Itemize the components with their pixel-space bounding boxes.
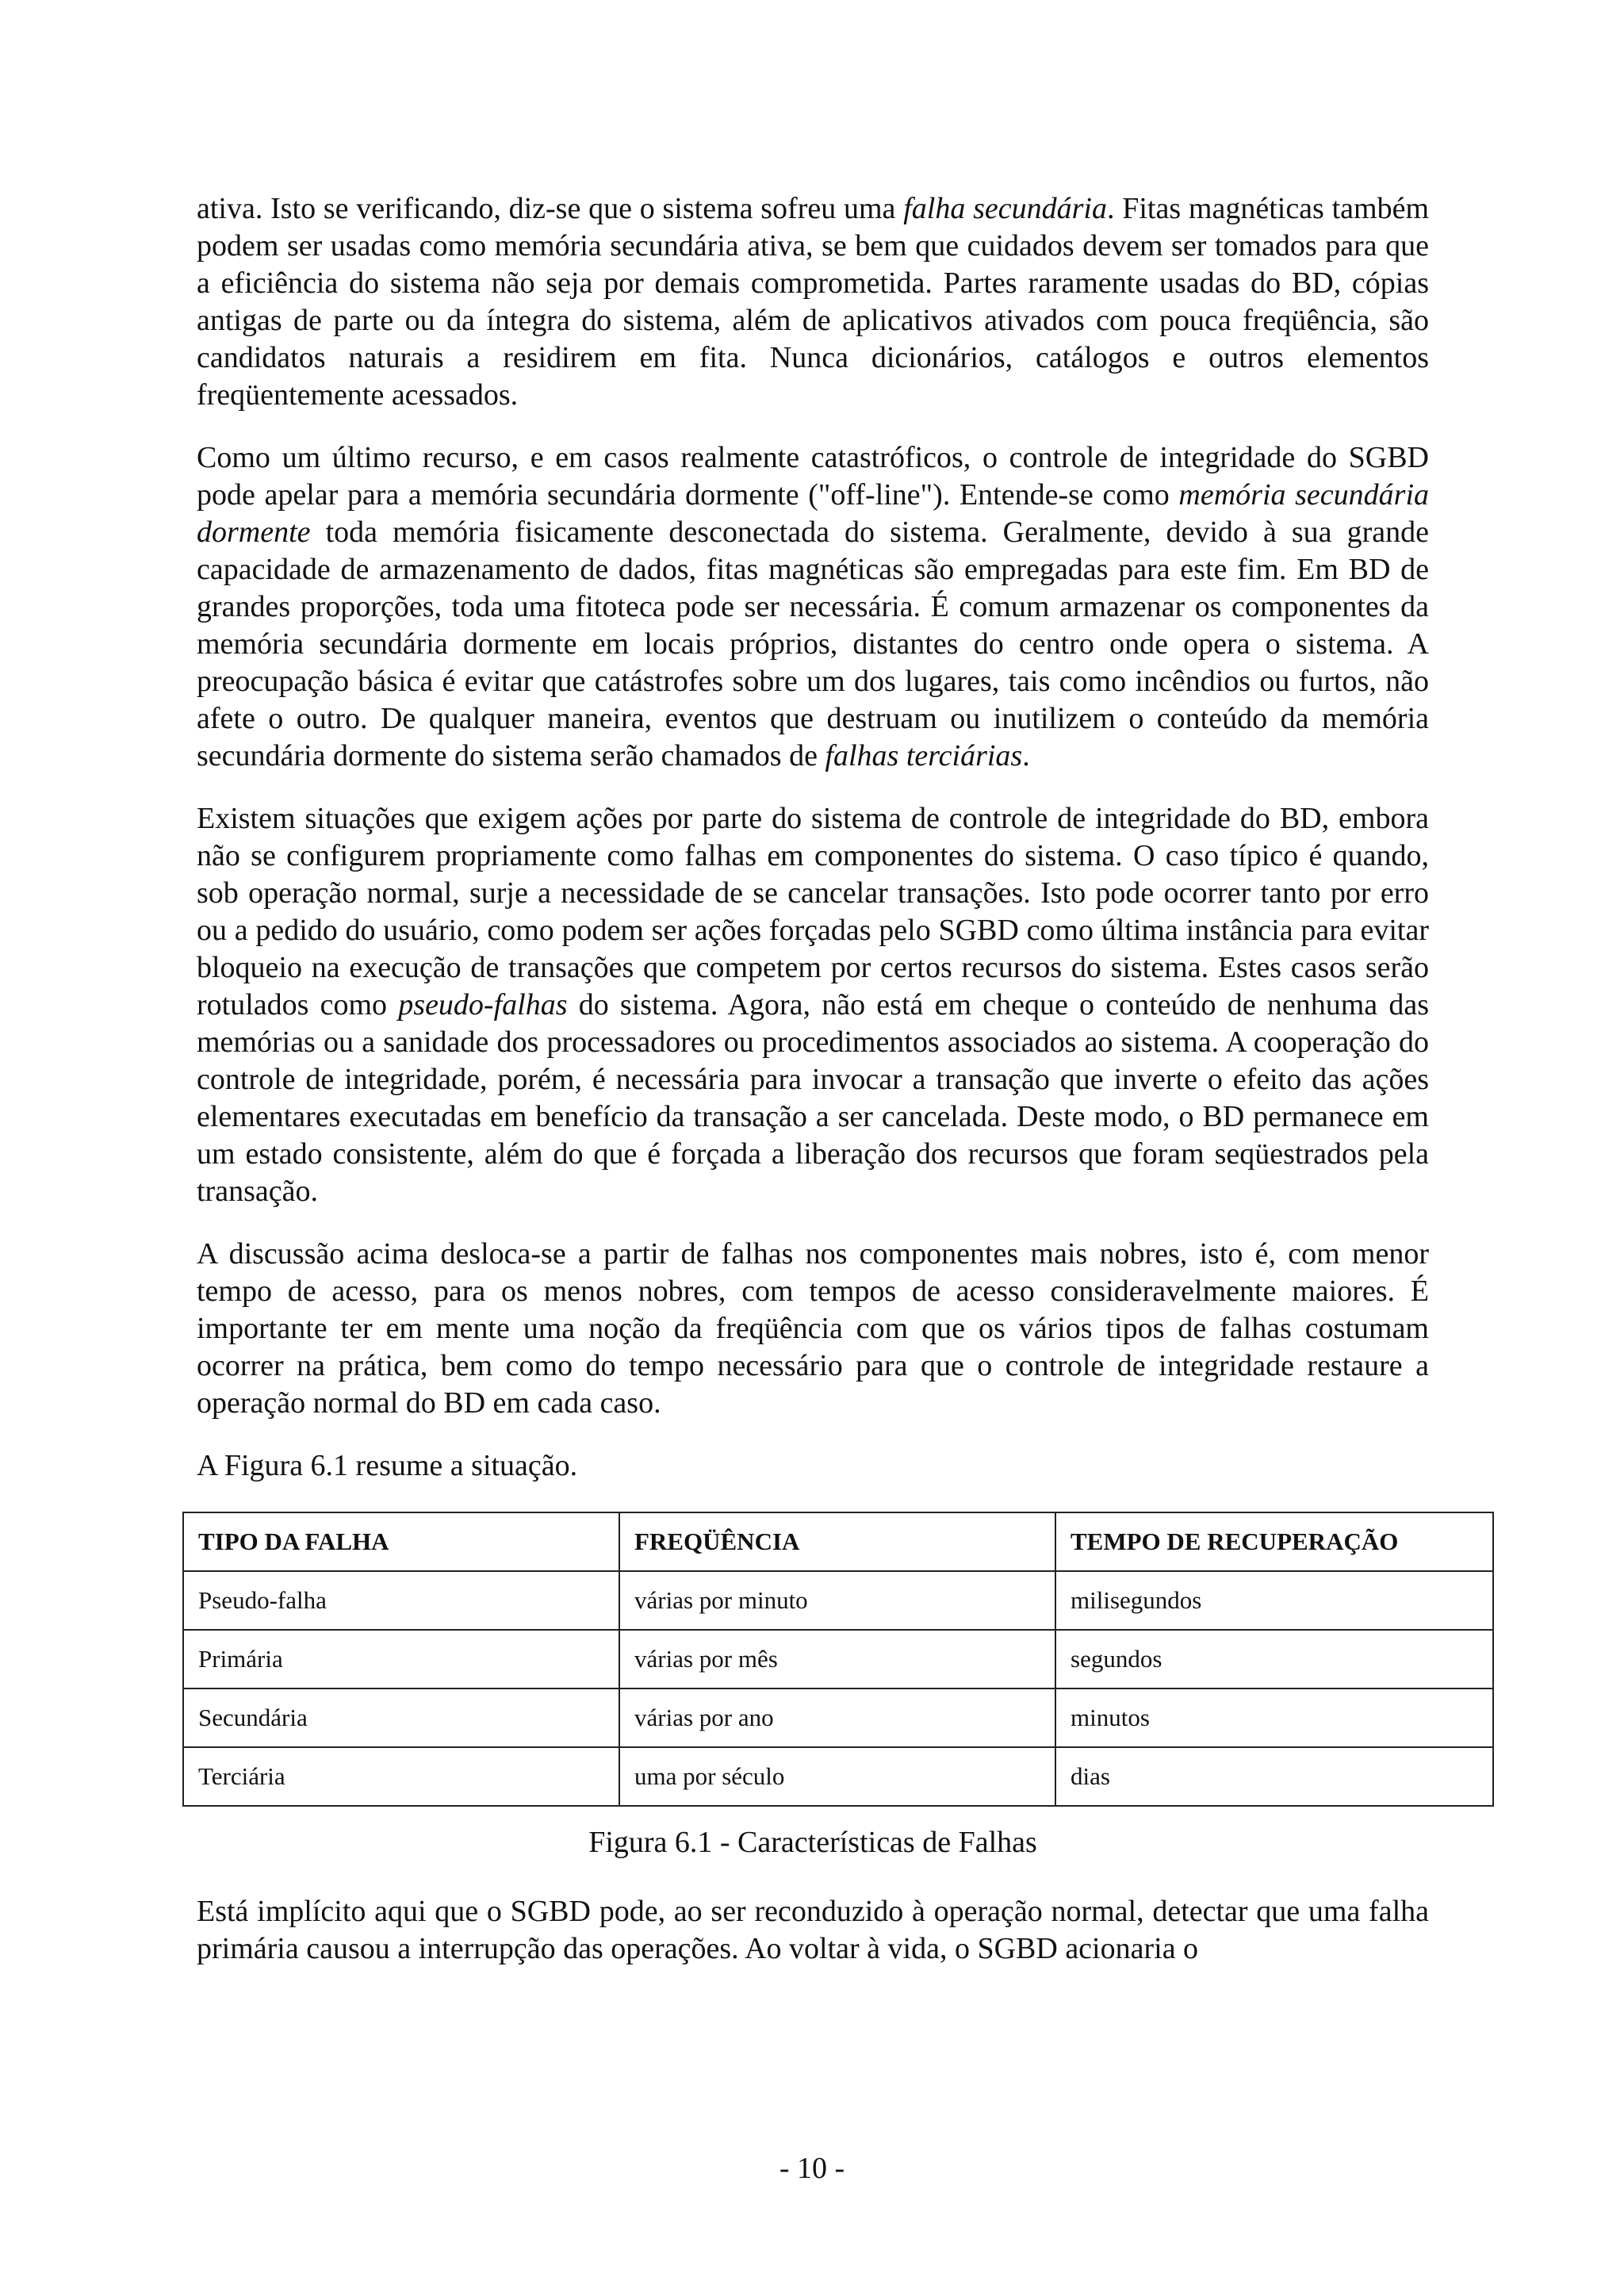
cell-fault-type: Primária [183,1630,619,1688]
paragraph [197,190,1429,414]
cell-recovery-time: milisegundos [1055,1571,1493,1630]
page-body [197,190,1429,1993]
body-text [197,190,1429,1422]
cell-frequency: várias por ano [619,1688,1055,1747]
cell-recovery-time: minutos [1055,1688,1493,1747]
table-row [183,1630,1493,1688]
paragraph [197,800,1429,1210]
header-fault-type: TIPO DA FALHA [183,1512,619,1571]
figure-caption: Figura 6.1 - Características de Falhas [588,1826,1037,1859]
text-run: A discussão acima desloca-se a partir de falhas nos componentes mais nobres, isto é, com menor tempo de acesso, para os menos nobres, com tempos de acesso consideravelmente maiores. É importante ter em mente uma noção da freqüência com que os vários tipos de falhas costumam ocorrer na prática, bem como do tempo necessário para que o controle de integridade restaure a operação normal do BD em cada caso. [197,1237,1429,1420]
text-run: Como um último recurso, e em casos realmente catastróficos, o controle de integridade do SGBD pode apelar para a memória secundária dormente ("off-line"). Entende-se como [197,441,1429,512]
cell-fault-type: Secundária [183,1688,619,1747]
text-run: ativa. Isto se verificando, diz-se que o sistema sofreu uma [197,192,904,225]
text-run: toda memória fisicamente desconectada do sistema. Geralmente, devido à sua grande capacidade de armazenamento de dados, fitas magnéticas são empregadas para este fim. Em BD de grandes proporções, toda uma fitoteca pode ser necessária. É comum armazenar os componentes da memória secundária dormente em locais próprios, distantes do centro onde opera o sistema. A preocupação básica é evitar que catástrofes sobre um dos lugares, tais como incêndios ou furtos, não afete o outro. De qualquer maneira, eventos que destruam ou inutilizem o conteúdo da memória secundária dormente do sistema serão chamados de [197,516,1429,772]
table-row [183,1688,1493,1747]
text-run: . Fitas magnéticas também podem ser usadas como memória secundária ativa, se bem que cuidados devem ser tomados para que a eficiência do sistema não seja por demais comprometida. Partes raramente usadas do BD, cópias antigas de parte ou da íntegra do sistema, além de aplicativos ativados com pouca freqüência, são candidatos naturais a residirem em fita. Nunca dicionários, catálogos e outros elementos freqüentemente acessados. [197,192,1430,412]
italic-term: memória secundária dormente [197,478,1429,549]
italic-term: falhas terciárias [825,739,1023,772]
text-run: Existem situações que exigem ações por parte do sistema de controle de integridade do BD, embora não se configurem propriamente como falhas em componentes do sistema. O caso típico é quando, sob operação normal, surje a necessidade de se cancelar transações. Isto pode ocorrer tanto por erro ou a pedido do usuário, como podem ser ações forçadas pelo SGBD como última instância para evitar bloqueio na execução de transações que competem por certos recursos do sistema. Estes casos serão rotulados como [197,802,1429,1022]
header-frequency: FREQÜÊNCIA [619,1512,1055,1571]
table-row [183,1571,1493,1630]
table-header-row [183,1512,1493,1571]
header-recovery-time: TEMPO DE RECUPERAÇÃO [1055,1512,1493,1571]
figure-intro: A Figura 6.1 resume a situação. [197,1449,578,1482]
paragraph [197,439,1429,775]
closing-paragraph: Está implícito aqui que o SGBD pode, ao ser reconduzido à operação normal, detectar que uma falha primária causou a interrupção das operações. Ao voltar à vida, o SGBD acionaria o [197,1895,1429,1965]
cell-recovery-time: segundos [1055,1630,1493,1688]
cell-frequency: várias por mês [619,1630,1055,1688]
paragraph [197,1236,1429,1422]
cell-fault-type: Terciária [183,1747,619,1806]
italic-term: pseudo-falhas [398,988,568,1022]
text-run: . [1022,739,1030,772]
cell-frequency: várias por minuto [619,1571,1055,1630]
cell-recovery-time: dias [1055,1747,1493,1806]
fault-characteristics-table [182,1512,1494,1807]
cell-frequency: uma por século [619,1747,1055,1806]
page-number: - 10 - [779,2152,845,2185]
italic-term: falha secundária [903,192,1107,225]
table-row [183,1747,1493,1806]
cell-fault-type: Pseudo-falha [183,1571,619,1630]
text-run: do sistema. Agora, não está em cheque o conteúdo de nenhuma das memórias ou a sanidade dos processadores ou procedimentos associados ao sistema. A cooperação do controle de integridade, porém, é necessária para invocar a transação que inverte o efeito das ações elementares executadas em benefício da transação a ser cancelada. Deste modo, o BD permanece em um estado consistente, além do que é forçada a liberação dos recursos que foram seqüestrados pela transação. [197,988,1429,1208]
